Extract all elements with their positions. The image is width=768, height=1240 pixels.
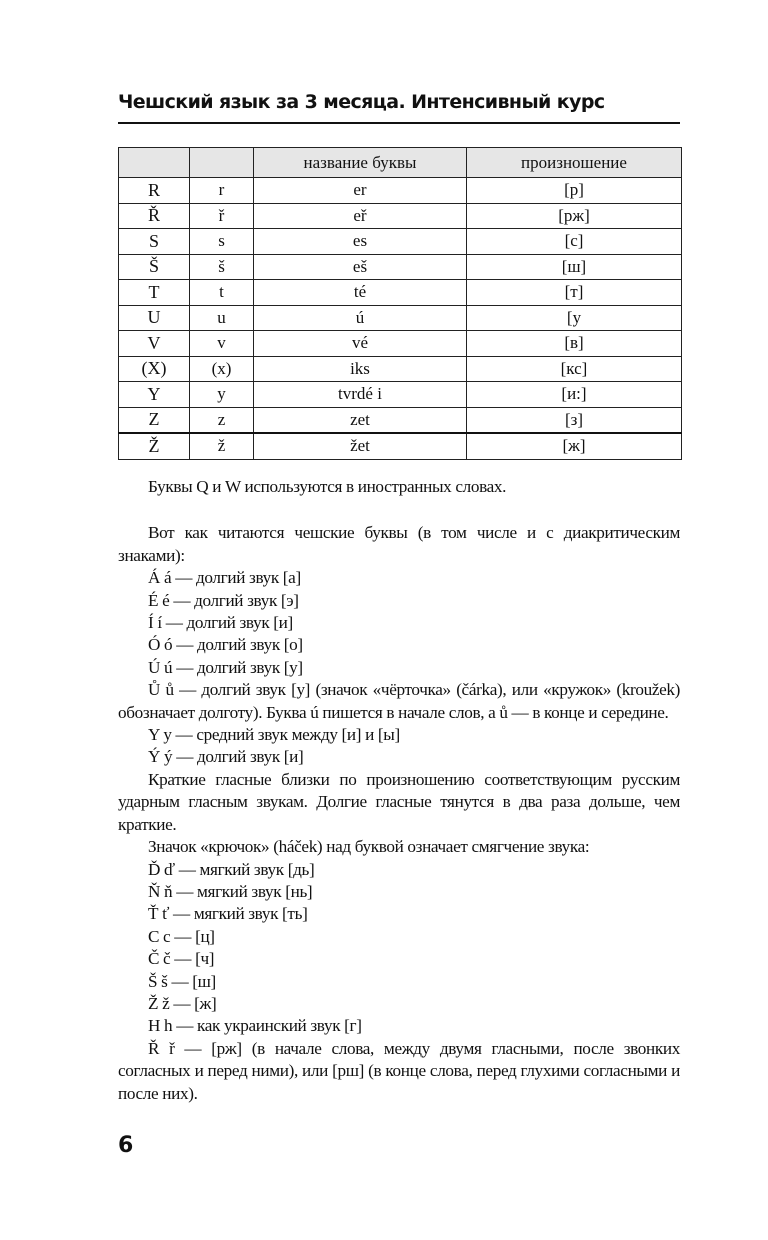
lowercase-letter: ř xyxy=(190,203,254,229)
uppercase-letter: Ř xyxy=(119,203,190,229)
letter-name: tvrdé i xyxy=(254,382,467,408)
table-header-cell xyxy=(190,148,254,178)
table-row xyxy=(119,382,682,408)
lowercase-letter: z xyxy=(190,407,254,433)
lowercase-letter: u xyxy=(190,305,254,331)
paragraph: Á á — долгий звук [а] xyxy=(148,568,301,588)
pronunciation: [ж] xyxy=(467,433,682,459)
letter-name: zet xyxy=(254,407,467,433)
table-row xyxy=(119,433,682,459)
uppercase-letter: Ž xyxy=(119,433,190,459)
table-row xyxy=(119,178,682,204)
alphabet-table xyxy=(118,147,682,460)
pronunciation: [и:] xyxy=(467,382,682,408)
table-header-row xyxy=(119,148,682,178)
paragraph: Ť ť — мягкий звук [ть] xyxy=(148,904,308,924)
uppercase-letter: S xyxy=(119,229,190,255)
lowercase-letter: v xyxy=(190,331,254,357)
table-row xyxy=(119,229,682,255)
paragraph: Ú ú — долгий звук [у] xyxy=(148,657,303,677)
pronunciation: [ш] xyxy=(467,254,682,280)
table-row xyxy=(119,280,682,306)
table-row xyxy=(119,356,682,382)
paragraph: Ó ó — долгий звук [о] xyxy=(148,635,303,655)
paragraph: Ň ň — мягкий звук [нь] xyxy=(148,881,313,901)
header-rule xyxy=(118,122,680,124)
paragraph: Č č — [ч] xyxy=(148,949,215,969)
letter-name: eř xyxy=(254,203,467,229)
pronunciation: [р] xyxy=(467,178,682,204)
paragraph: Ý ý — долгий звук [и] xyxy=(148,747,304,767)
paragraph: Краткие гласные близки по произношению соответствующим русским ударным гласным звукам. Долгие гласные тянутся в два раза дольше, чем краткие. xyxy=(118,769,680,834)
table-row xyxy=(119,331,682,357)
table-row xyxy=(119,203,682,229)
table-row xyxy=(119,305,682,331)
paragraph: É é — долгий звук [э] xyxy=(148,590,299,610)
paragraph: Значок «крючок» (háček) над буквой означает смягчение звука: xyxy=(148,837,590,857)
lowercase-letter: t xyxy=(190,280,254,306)
uppercase-letter: R xyxy=(119,178,190,204)
table-header-cell xyxy=(119,148,190,178)
table-row xyxy=(119,254,682,280)
uppercase-letter: Y xyxy=(119,382,190,408)
paragraph: Í í — долгий звук [и] xyxy=(148,613,293,633)
lowercase-letter: ž xyxy=(190,433,254,459)
body-text xyxy=(118,476,680,1105)
pronunciation: [кс] xyxy=(467,356,682,382)
lowercase-letter: (x) xyxy=(190,356,254,382)
paragraph: Ž ž — [ж] xyxy=(148,993,217,1013)
letter-name: ú xyxy=(254,305,467,331)
letter-name: er xyxy=(254,178,467,204)
letter-name: žet xyxy=(254,433,467,459)
table-header-cell: название буквы xyxy=(254,148,467,178)
paragraph: H h — как украинский звук [г] xyxy=(148,1016,362,1036)
uppercase-letter: V xyxy=(119,331,190,357)
uppercase-letter: U xyxy=(119,305,190,331)
pronunciation: [с] xyxy=(467,229,682,255)
paragraph: Буквы Q и W используются в иностранных словах. xyxy=(148,477,507,496)
paragraph: C c — [ц] xyxy=(148,926,215,946)
letter-name: es xyxy=(254,229,467,255)
paragraph: Y y — средний звук между [и] и [ы] xyxy=(148,725,400,745)
lowercase-letter: y xyxy=(190,382,254,408)
paragraph: Ř ř — [рж] (в начале слова, между двумя гласными, после звонких согласных и перед ними), или [рш] (в конце слова, перед глухими согласными и после них). xyxy=(118,1038,680,1103)
uppercase-letter: Š xyxy=(119,254,190,280)
letter-name: té xyxy=(254,280,467,306)
paragraph: Š š — [ш] xyxy=(148,971,216,991)
table-header-cell: произношение xyxy=(467,148,682,178)
lowercase-letter: s xyxy=(190,229,254,255)
pronunciation: [з] xyxy=(467,407,682,433)
running-header: Чешский язык за 3 месяца. Интенсивный курс xyxy=(118,91,605,113)
uppercase-letter: T xyxy=(119,280,190,306)
letter-name: vé xyxy=(254,331,467,357)
paragraph: Ď ď — мягкий звук [дь] xyxy=(148,859,315,879)
uppercase-letter: (X) xyxy=(119,356,190,382)
page-number: 6 xyxy=(118,1133,134,1158)
pronunciation: [рж] xyxy=(467,203,682,229)
pronunciation: [у xyxy=(467,305,682,331)
table-row xyxy=(119,407,682,433)
letter-name: iks xyxy=(254,356,467,382)
lowercase-letter: r xyxy=(190,178,254,204)
paragraph: Ů ů — долгий звук [у] (значок «чёрточка» (čárka), или «кружок» (kroužek) обозначает долготу). Буква ú пишется в начале слов, а ů — в конце и середине. xyxy=(118,680,680,722)
lowercase-letter: š xyxy=(190,254,254,280)
letter-name: eš xyxy=(254,254,467,280)
uppercase-letter: Z xyxy=(119,407,190,433)
pronunciation: [т] xyxy=(467,280,682,306)
pronunciation: [в] xyxy=(467,331,682,357)
paragraph: Вот как читаются чешские буквы (в том числе и с диакритическим знаками): xyxy=(118,523,680,565)
